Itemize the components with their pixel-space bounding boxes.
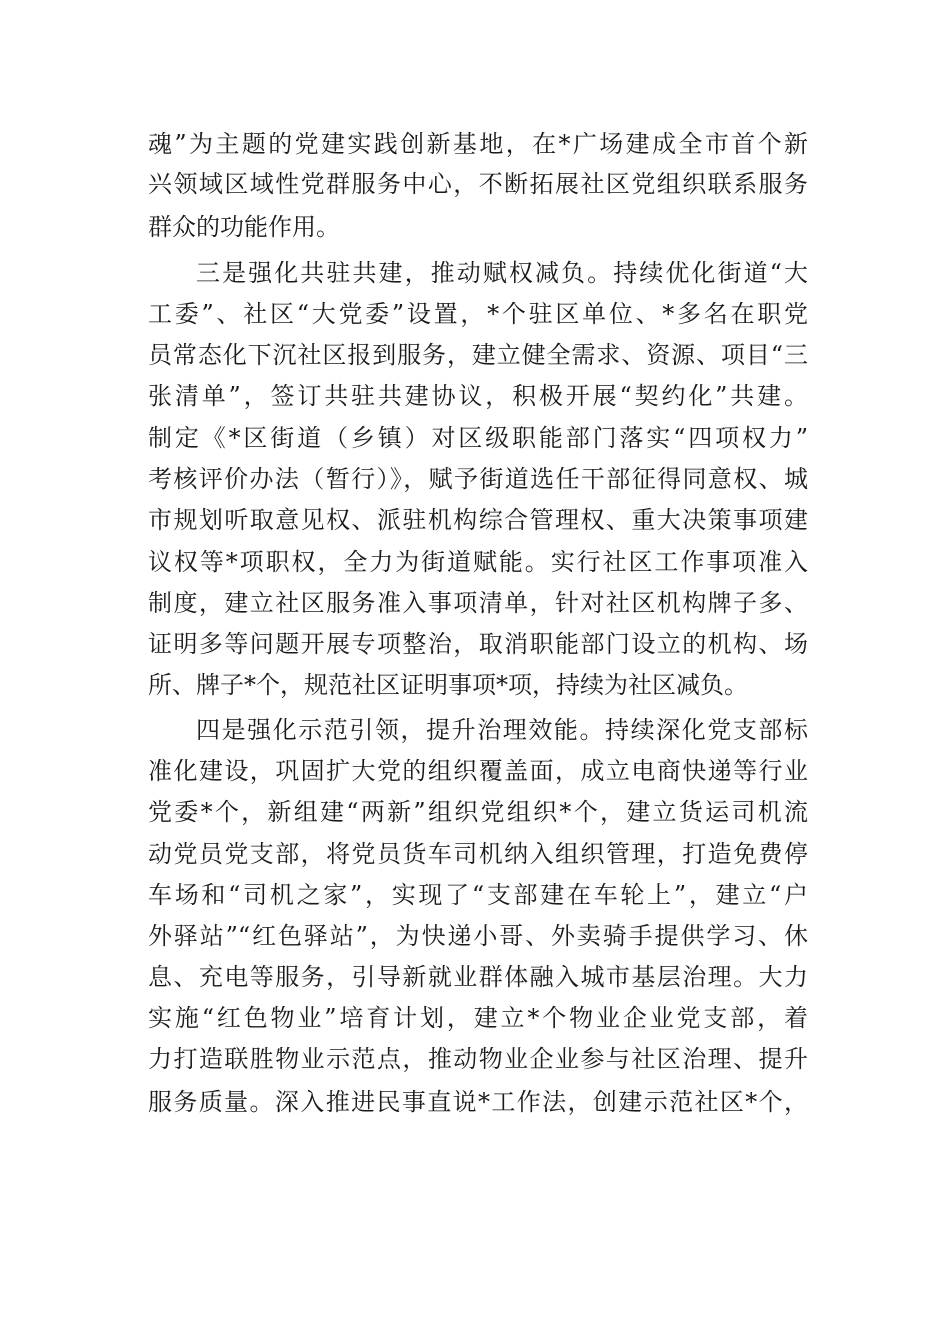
paragraph-3-line-5: 车场和“司机之家”，实现了“支部建在车轮上”，建立“户 [148, 881, 808, 909]
paragraph-2-line-7: 市规划听取意见权、派驻机构综合管理权、重大决策事项建 [148, 506, 808, 534]
paragraph-3-line-1: 四是强化示范引领，提升治理效能。持续深化党支部标 [196, 716, 808, 744]
paragraph-2-line-1: 三是强化共驻共建，推动赋权减负。持续优化街道“大 [196, 259, 808, 287]
paragraph-3-line-10: 服务质量。深入推进民事直说*工作法，创建示范社区*个， [148, 1088, 808, 1116]
paragraph-3-line-6: 外驿站”“红色驿站”，为快递小哥、外卖骑手提供学习、休 [148, 922, 808, 950]
paragraph-1-line-2: 兴领域区域性党群服务中心，不断拓展社区党组织联系服务 [148, 170, 808, 198]
paragraph-2-line-5: 制定《*区街道（乡镇）对区级职能部门落实“四项权力” [148, 424, 808, 452]
paragraph-1-line-1: 魂”为主题的党建实践创新基地，在*广场建成全市首个新 [148, 130, 808, 158]
paragraph-2-line-3: 员常态化下沉社区报到服务，建立健全需求、资源、项目“三 [148, 341, 808, 369]
paragraph-2-line-4: 张清单”，签订共驻共建协议，积极开展“契约化”共建。 [148, 382, 808, 410]
paragraph-2-line-6: 考核评价办法（暂行）》，赋予街道选任干部征得同意权、城 [148, 465, 808, 493]
paragraph-2-line-2: 工委”、社区“大党委”设置，*个驻区单位、*多名在职党 [148, 300, 808, 328]
paragraph-1-line-3: 群众的功能作用。 [148, 213, 340, 241]
paragraph-2-line-11: 所、牌子*个，规范社区证明事项*项，持续为社区减负。 [148, 671, 748, 699]
paragraph-3-line-8: 实施“红色物业”培育计划，建立*个物业企业党支部，着 [148, 1004, 808, 1032]
paragraph-3-line-9: 力打造联胜物业示范点，推动物业企业参与社区治理、提升 [148, 1045, 808, 1073]
paragraph-3-line-3: 党委*个，新组建“两新”组织党组织*个，建立货运司机流 [148, 798, 808, 826]
paragraph-3-line-4: 动党员党支部，将党员货车司机纳入组织管理，打造免费停 [148, 840, 808, 868]
paragraph-3-line-7: 息、充电等服务，引导新就业群体融入城市基层治理。大力 [148, 963, 808, 991]
paragraph-2-line-9: 制度，建立社区服务准入事项清单，针对社区机构牌子多、 [148, 589, 808, 617]
paragraph-2-line-10: 证明多等问题开展专项整治，取消职能部门设立的机构、场 [148, 630, 808, 658]
paragraph-3-line-2: 准化建设，巩固扩大党的组织覆盖面，成立电商快递等行业 [148, 757, 808, 785]
paragraph-2-line-8: 议权等*项职权，全力为街道赋能。实行社区工作事项准入 [148, 548, 808, 576]
